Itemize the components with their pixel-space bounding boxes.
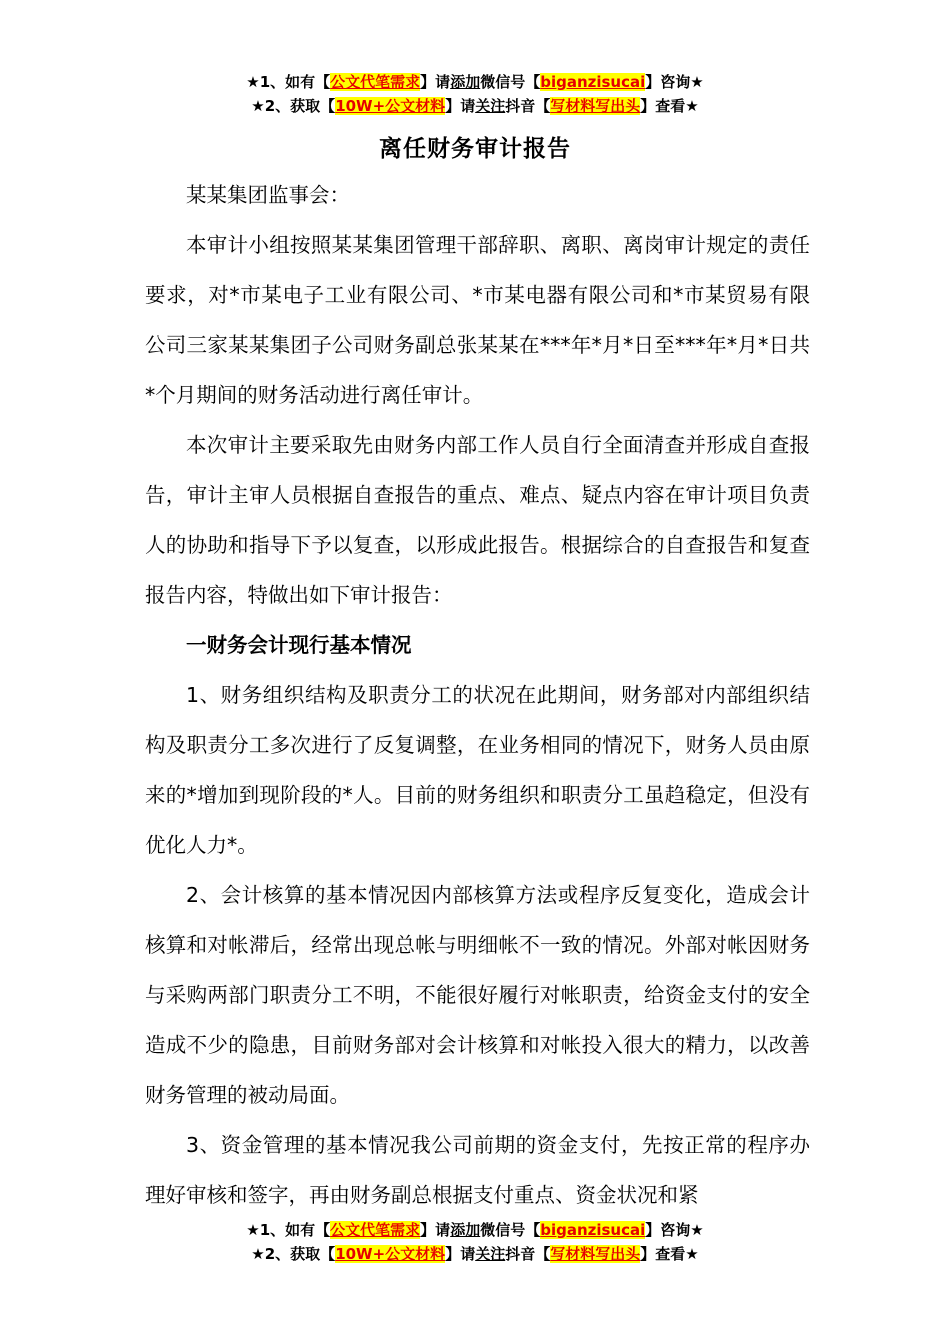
promo-highlight: 10W+公文材料 — [335, 1245, 446, 1263]
promo-highlight: 公文代笔需求 — [330, 1221, 421, 1239]
section-item: 2、会计核算的基本情况因内部核算方法或程序反复变化，造成会计核算和对帐滞后，经常出现总帐与明细帐不一致的情况。外部对帐因财务与采购两部门职责分工不明，不能很好履行对帐职责，给资金支付的安全造成不少的隐患，目前财务部对会计核算和对帐投入很大的精力，以改善财务管理的被动局面。 — [145, 883, 810, 1107]
bottom-promo-banner — [0, 1218, 950, 1266]
promo-text: 】请 — [420, 1221, 451, 1239]
promo-text: 微信号【 — [480, 73, 541, 91]
section-heading: 一财务会计现行基本情况 — [186, 633, 412, 657]
section-item: 1、财务组织结构及职责分工的状况在此期间，财务部对内部组织结构及职责分工多次进行了反复调整，在业务相同的情况下，财务人员由原来的*增加到现阶段的*人。目前的财务组织和职责分工虽趋稳定，但没有优化人力*。 — [145, 683, 810, 857]
promo-highlight: 公文代笔需求 — [330, 73, 421, 91]
promo-text: 】请 — [445, 1245, 476, 1263]
promo-wechat-id: biganzisucai — [540, 1221, 646, 1239]
promo-text: 抖音【 — [505, 1245, 551, 1263]
promo-underlined: 关注 — [475, 1245, 506, 1263]
promo-douyin-id: 写材料写出头 — [550, 97, 641, 115]
promo-wechat-id: biganzisucai — [540, 73, 646, 91]
section-item: 3、资金管理的基本情况我公司前期的资金支付，先按正常的程序办理好审核和签字，再由财务副总根据支付重点、资金状况和紧 — [145, 1133, 810, 1207]
document-body — [145, 170, 810, 1220]
promo-text: 】咨询★ — [645, 73, 704, 91]
promo-text: 】请 — [420, 73, 451, 91]
promo-underlined: 添加 — [450, 73, 481, 91]
promo-text: ★1、如有【 — [246, 73, 331, 91]
promo-text: 】查看★ — [640, 1245, 699, 1263]
paragraph: 本审计小组按照某某集团管理干部辞职、离职、离岗审计规定的责任要求，对*市某电子工业有限公司、*市某电器有限公司和*市某贸易有限公司三家某某集团子公司财务副总张某某在***年*月*日至***年*月*日共*个月期间的财务活动进行离任审计。 — [145, 233, 810, 407]
promo-text: ★2、获取【 — [251, 97, 336, 115]
promo-text: 抖音【 — [505, 97, 551, 115]
top-promo-banner — [0, 70, 950, 118]
promo-text: 】查看★ — [640, 97, 699, 115]
promo-line-2 — [0, 94, 950, 118]
document-title: 离任财务审计报告 — [379, 136, 571, 162]
greeting: 某某集团监事会： — [186, 183, 350, 207]
paragraph: 本次审计主要采取先由财务内部工作人员自行全面清查并形成自查报告，审计主审人员根据自查报告的重点、难点、疑点内容在审计项目负责人的协助和指导下予以复查，以形成此报告。根据综合的自查报告和复查报告内容，特做出如下审计报告： — [145, 433, 810, 607]
promo-text: 】咨询★ — [645, 1221, 704, 1239]
promo-highlight: 10W+公文材料 — [335, 97, 446, 115]
promo-text: 】请 — [445, 97, 476, 115]
promo-line-2 — [0, 1242, 950, 1266]
promo-text: 微信号【 — [480, 1221, 541, 1239]
promo-line-1 — [0, 1218, 950, 1242]
promo-underlined: 添加 — [450, 1221, 481, 1239]
promo-line-1 — [0, 70, 950, 94]
promo-text: ★1、如有【 — [246, 1221, 331, 1239]
promo-douyin-id: 写材料写出头 — [550, 1245, 641, 1263]
promo-underlined: 关注 — [475, 97, 506, 115]
promo-text: ★2、获取【 — [251, 1245, 336, 1263]
